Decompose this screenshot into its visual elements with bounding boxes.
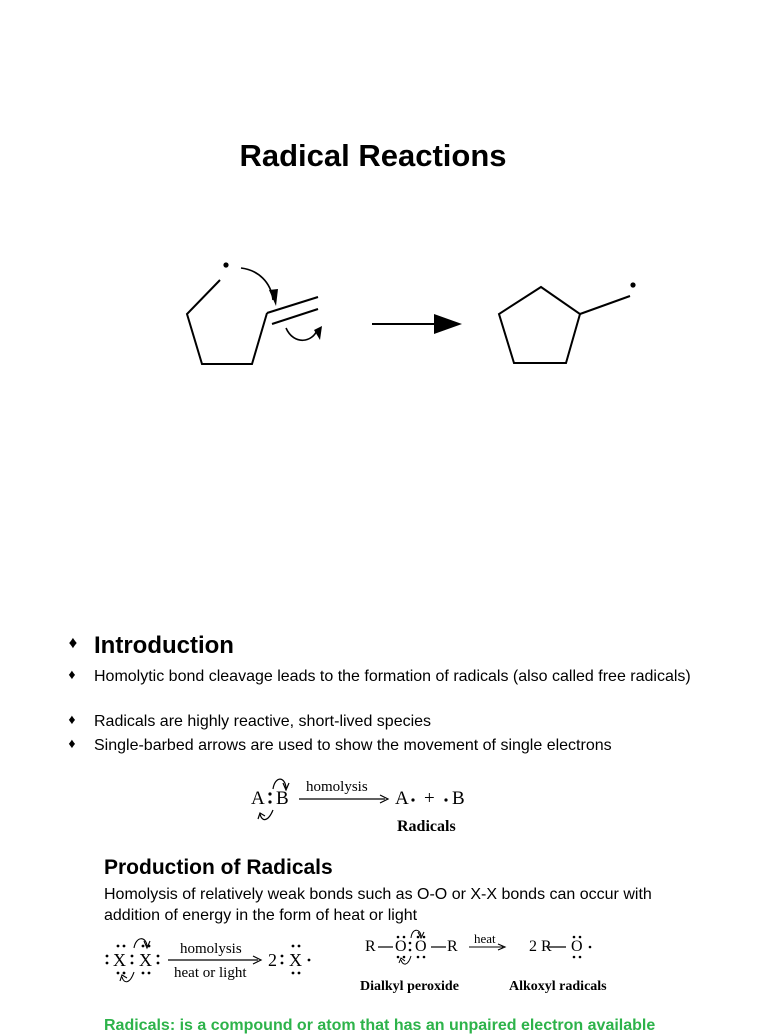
halogen-x1: X	[113, 950, 126, 970]
scheme-product-b: B	[452, 788, 465, 809]
peroxide-o1: O	[395, 938, 407, 955]
intro-bullet-2: Radicals are highly reactive, short-lived species	[94, 713, 432, 730]
bullet-icon: ♦	[68, 633, 78, 652]
scheme-reactant-a: A	[251, 788, 265, 809]
radicals-caption: Radicals	[397, 818, 456, 835]
halogen-label-bottom: heat or light	[174, 965, 247, 981]
peroxide-r2: R	[447, 938, 458, 955]
radicals-definition: Radicals: is a compound or atom that has an unpaired electron available	[104, 1017, 656, 1034]
bullet-icon: ♦	[68, 666, 76, 682]
halogen-x2: X	[139, 950, 152, 970]
dialkyl-peroxide-caption: Dialkyl peroxide	[360, 979, 459, 994]
footer-note-clip	[0, 1010, 768, 1034]
halogen-product: X	[289, 950, 302, 970]
scheme-plus: +	[424, 788, 435, 809]
page-title: Radical Reactions	[239, 138, 507, 173]
bullet-icon: ♦	[68, 711, 76, 727]
peroxide-arrow-label: heat	[474, 931, 496, 946]
scheme-reactant-b: B	[276, 788, 289, 809]
production-heading: Production of Radicals	[104, 856, 333, 879]
intro-bullet-1: Homolytic bond cleavage leads to the formation of radicals (also called free radicals)	[94, 668, 691, 685]
peroxide-r1: R	[365, 938, 376, 955]
bullet-icon: ♦	[68, 735, 76, 751]
peroxide-product-o: O	[571, 938, 583, 955]
alkoxyl-radicals-caption: Alkoxyl radicals	[509, 979, 607, 994]
peroxide-product: 2 R	[529, 938, 552, 955]
halogen-label-top: homolysis	[180, 941, 242, 957]
intro-heading: Introduction	[94, 632, 234, 659]
peroxide-o2: O	[415, 938, 427, 955]
production-body: Homolysis of relatively weak bonds such as O-O or X-X bonds can occur with addition of energy in the form of heat or light	[104, 886, 652, 924]
scheme-product-a: A	[395, 788, 409, 809]
homolysis-arrow-label: homolysis	[306, 779, 368, 795]
halogen-coefficient: 2	[268, 950, 277, 970]
intro-bullet-3: Single-barbed arrows are used to show the movement of single electrons	[94, 737, 612, 754]
